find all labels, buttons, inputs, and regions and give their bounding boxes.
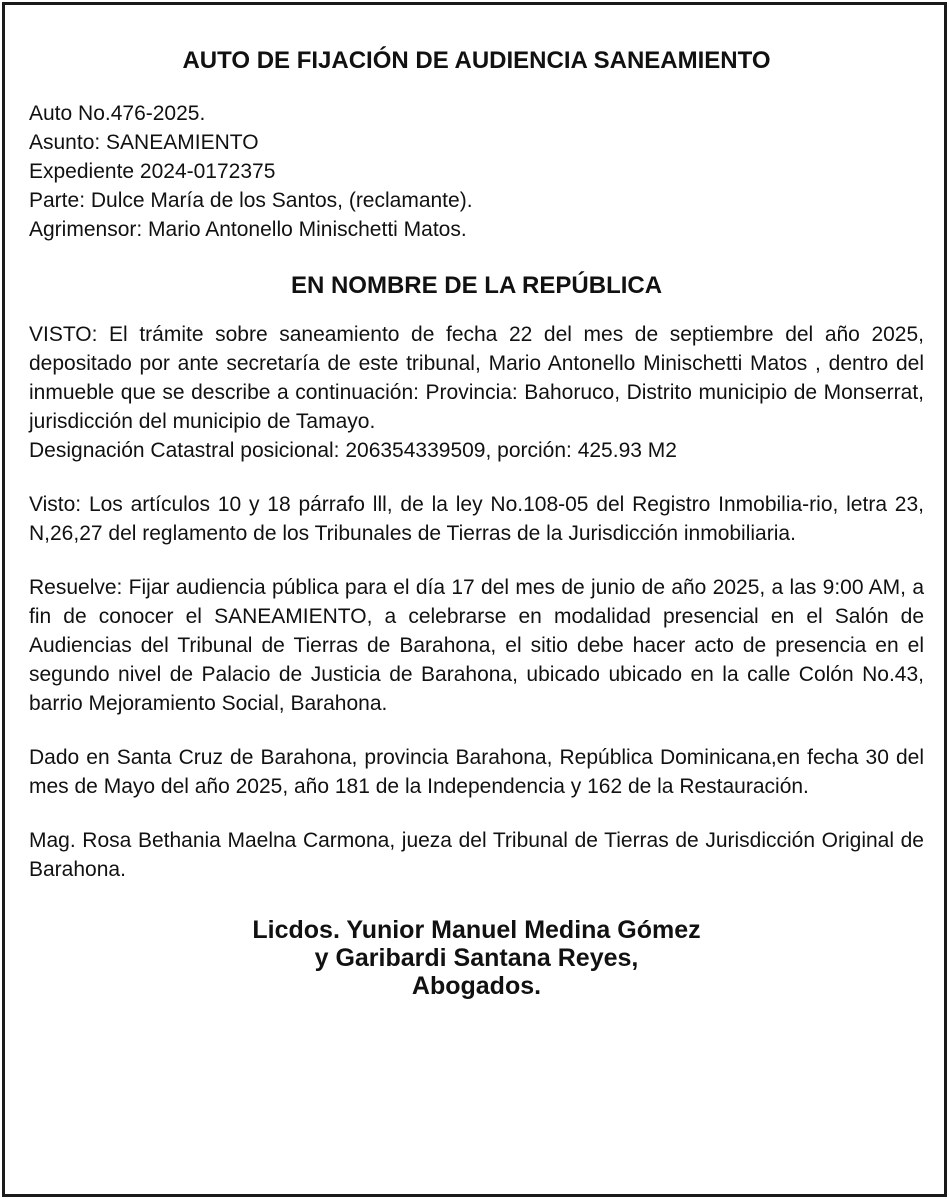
signature-block: [29, 916, 924, 1000]
visto-articles-paragraph: Visto: Los artículos 10 y 18 párrafo lll, de la ley No.108-05 del Registro Inmobilia-rio, letra 23, N,26,27 del reglamento de los Tribunales de Tierras de la Jurisdicción inmobiliaria.: [29, 493, 924, 545]
case-metadata: [29, 99, 924, 244]
document-body: [29, 47, 924, 1000]
surveyor: Agrimensor: Mario Antonello Minischetti Matos.: [29, 218, 467, 241]
visto-text: VISTO: El trámite sobre saneamiento de fecha 22 del mes de septiembre del año 2025, depositado por ante secretaría de este tribunal, Mario Antonello Minischetti Matos , dentro del inmueble que se describe a continuación: Provincia: Bahoruco, Distrito municipio de Monserrat, jurisdicción del municipio de Tamayo.: [29, 323, 924, 433]
resuelve-paragraph: Resuelve: Fijar audiencia pública para el día 17 del mes de junio de año 2025, a las 9:00 AM, a fin de conocer el SANEAMIENTO, a celebrarse en modalidad presencial en el Salón de Audiencias del Tribunal de Tierras de Barahona, el sitio debe hacer acto de presencia en el segundo nivel de Palacio de Justicia de Barahona, ubicado ubicado en la calle Colón No.43, barrio Mejoramiento Social, Barahona.: [29, 576, 924, 715]
party: Parte: Dulce María de los Santos, (reclamante).: [29, 189, 473, 212]
auto-number: Auto No.476-2025.: [29, 102, 206, 125]
cadastral-designation: Designación Catastral posicional: 206354339509, porción: 425.93 M2: [29, 439, 677, 462]
subject: Asunto: SANEAMIENTO: [29, 131, 259, 154]
signature-line-1: Licdos. Yunior Manuel Medina Gómez: [252, 916, 701, 944]
document-title: AUTO DE FIJACIÓN DE AUDIENCIA SANEAMIENTO: [182, 47, 771, 74]
signature-line-2: y Garibardi Santana Reyes,: [314, 944, 639, 972]
dado-paragraph: Dado en Santa Cruz de Barahona, provincia Barahona, República Dominicana,en fecha 30 del mes de Mayo del año 2025, año 181 de la Independencia y 162 de la Restauración.: [29, 746, 924, 798]
section-heading: EN NOMBRE DE LA REPÚBLICA: [290, 272, 663, 299]
signature-line-3: Abogados.: [411, 972, 542, 1000]
judge-paragraph: Mag. Rosa Bethania Maelna Carmona, jueza del Tribunal de Tierras de Jurisdicción Original de Barahona.: [29, 829, 924, 881]
visto-paragraph: [29, 320, 924, 465]
file-number: Expediente 2024-0172375: [29, 160, 276, 183]
document-border: [2, 2, 947, 1197]
